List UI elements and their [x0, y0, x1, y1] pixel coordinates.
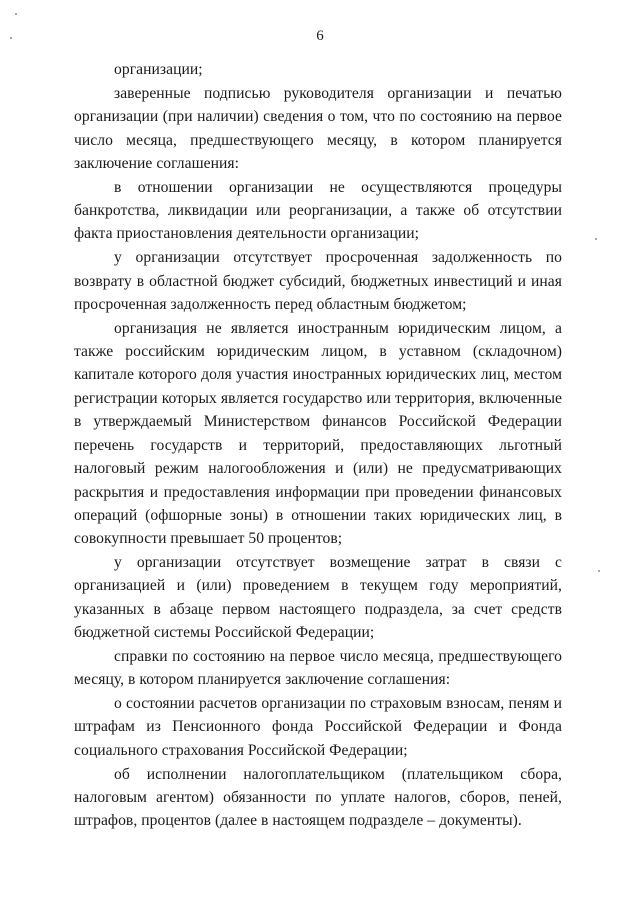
- paragraph-4: у организации отсутствует просроченная задолженность по возврату в областной бюджет субсидий, бюджетных инвестиций и иная просроченная задолженность перед областным бюджетом;: [74, 249, 562, 313]
- scan-speck: [10, 37, 12, 39]
- paragraph-5: организация не является иностранным юридическим лицом, а также российским юридическим лицом, в уставном (складочном) капитале которого доля участия иностранных юридических лиц, местом регистрации которых является государство или территория, включенные в утверждаемый Министерством финансов Российской Федерации перечень государств и территорий, предоставляющих льготный налоговый режим налогообложения и (или) не предусматривающих раскрытия и предоставления информации при проведении финансовых операций (офшорные зоны) в отношении таких юридических лиц, в совокупности превышает 50 процентов;: [74, 319, 562, 548]
- document-body: [74, 58, 562, 833]
- paragraph-2: заверенные подписью руководителя организации и печатью организации (при наличии) сведения о том, что по состоянию на первое число месяца, предшествующего месяцу, в котором планируется заключение соглашения:: [74, 84, 562, 172]
- page-number: 6: [316, 28, 324, 44]
- scan-speck: [15, 13, 17, 15]
- paragraph-3: в отношении организации не осуществляются процедуры банкротства, ликвидации или реорганизации, а также об отсутствии факта приостановления деятельности организации;: [74, 178, 562, 243]
- paragraph-7: справки по состоянию на первое число месяца, предшествующего месяцу, в котором планируется заключение соглашения:: [74, 647, 562, 689]
- paragraph-6: у организации отсутствует возмещение затрат в связи с организацией и (или) проведением в текущем году мероприятий, указанных в абзаце первом настоящего подраздела, за счет средств бюджетной системы Российской Федерации;: [74, 554, 562, 642]
- paragraph-1: организации;: [114, 61, 203, 78]
- scan-speck: [595, 238, 597, 240]
- paragraph-9: об исполнении налогоплательщиком (плательщиком сбора, налоговым агентом) обязанности по уплате налогов, сборов, пеней, штрафов, процентов (далее в настоящем подразделе – документы).: [74, 765, 562, 830]
- scan-speck: [598, 570, 600, 572]
- paragraph-8: о состоянии расчетов организации по страховым взносам, пеням и штрафам из Пенсионного фонда Российской Федерации и Фонда социального страхования Российской Федерации;: [74, 695, 562, 759]
